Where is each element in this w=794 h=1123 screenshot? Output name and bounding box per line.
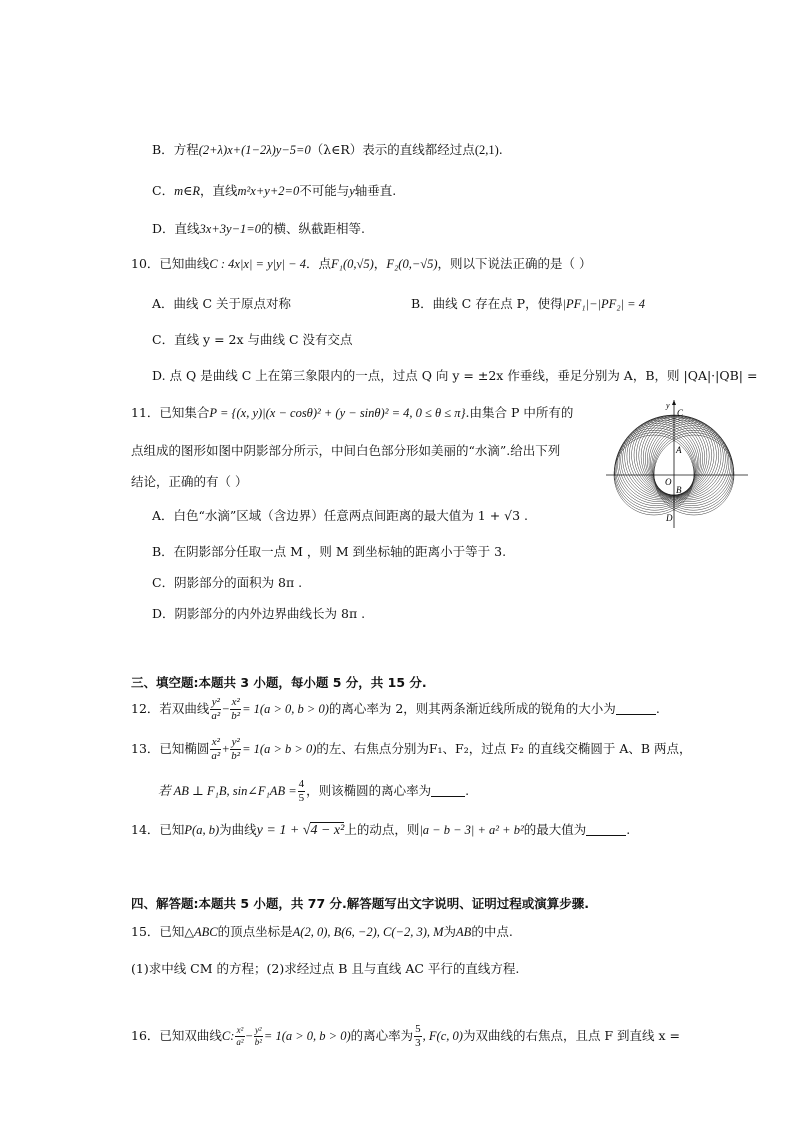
numerator: 4 <box>298 778 305 790</box>
fraction <box>235 1026 244 1047</box>
text: 表示的直线都经过点 <box>362 142 475 157</box>
text: 已知双曲线 <box>159 1028 222 1043</box>
fraction <box>414 1024 422 1049</box>
math: m∈R <box>174 184 200 198</box>
shaded-circle <box>636 415 716 495</box>
operator: + <box>222 742 230 756</box>
math: ABC <box>194 925 218 939</box>
shaded-circle <box>632 415 712 495</box>
label-o: O <box>665 477 672 487</box>
q11-option-c: C．阴影部分的面积为 8π . <box>152 575 303 590</box>
water-drop-figure <box>606 400 748 528</box>
numerator: 5 <box>415 1024 421 1035</box>
question-number: 10． <box>131 256 160 271</box>
math-equation: 3x+3y−1=0 <box>199 222 261 236</box>
text: B．曲线 C 存在点 P，使得 <box>411 296 563 311</box>
q11-option-d: D．阴影部分的内外边界曲线长为 8π . <box>152 606 366 621</box>
fraction <box>298 779 306 804</box>
text: 直线 <box>174 221 200 236</box>
numerator: x² <box>231 696 240 708</box>
option-label: C． <box>152 183 175 198</box>
text: 的离心率为 2，则其两条渐近线所成的锐角的大小为 <box>328 701 616 716</box>
y-axis-arrow-icon <box>672 400 676 405</box>
section-3-title: 三、填空题:本题共 3 小题，每小题 5 分，共 15 分. <box>131 675 427 690</box>
q10-stem <box>131 256 592 273</box>
text: . <box>498 142 503 157</box>
numerator: y² <box>231 736 240 748</box>
text: . <box>465 783 470 798</box>
text: 的最大值为 <box>523 822 587 837</box>
math: 若 AB ⊥ F₁B, sin∠F₁AB = <box>158 784 297 798</box>
math: = 1(a > 0, b > 0) <box>263 1029 351 1043</box>
text: 已知集合 <box>159 405 210 420</box>
operator: − <box>245 1029 253 1043</box>
answer-blank[interactable] <box>431 784 465 797</box>
math-equation: m²x+y+2=0 <box>237 184 300 198</box>
math: = 1(a > 0, b > 0) <box>242 702 329 716</box>
q11-option-b: B．在阴影部分任取一点 M ，则 M 到坐标轴的距离小于等于 3. <box>152 544 507 559</box>
math: AB <box>456 925 472 939</box>
math: |PF₁|−|PF₂| = 4 <box>562 297 645 311</box>
denominator: a² <box>211 710 221 722</box>
numerator: y² <box>211 696 220 708</box>
shaded-circle <box>615 430 695 510</box>
math: = 1(a > b > 0) <box>242 742 317 756</box>
section-4-title: 四、解答题:本题共 5 小题，共 77 分.解答题写出文字说明、证明过程或演算步骤. <box>131 896 589 911</box>
q13 <box>131 737 692 762</box>
fraction <box>230 737 241 762</box>
text: （λ∈R） <box>310 142 363 157</box>
math-points: A(2, 0), B(6, −2), C(−2, 3), M <box>292 925 444 939</box>
math-equation: (2+λ)x+(1−2λ)y−5=0 <box>198 143 311 157</box>
question-number: 14． <box>131 822 160 837</box>
math: y = 1 + <box>256 823 303 838</box>
q12 <box>131 697 660 722</box>
text: 为曲线 <box>219 822 257 837</box>
q14 <box>131 822 630 840</box>
denominator: a² <box>236 1037 244 1047</box>
denominator: 5 <box>298 792 305 804</box>
text: ，则该椭圆的离心率为 <box>306 783 432 798</box>
text: 为 <box>443 924 457 939</box>
text: .由集合 P 中所有的 <box>465 405 574 420</box>
text: 已知椭圆 <box>159 741 210 756</box>
q15-line2: (1)求中线 CM 的方程；(2)求经过点 B 且与直线 AC 平行的直线方程. <box>131 961 520 976</box>
option-label: D． <box>152 221 175 236</box>
text: 若双曲线 <box>159 701 210 716</box>
label-c: C <box>677 408 684 418</box>
text: 不可能与 <box>299 183 350 198</box>
denominator: b² <box>231 750 241 762</box>
text: ，则以下说法正确的是（ ） <box>437 256 592 271</box>
math-point: F₂(0,−√5) <box>386 257 438 271</box>
text: ，直线 <box>200 183 238 198</box>
fraction <box>254 1026 263 1047</box>
math: , F(c, 0) <box>422 1029 463 1043</box>
answer-blank[interactable] <box>586 823 626 836</box>
text: 的中点. <box>471 924 513 939</box>
q9-option-c <box>152 183 396 200</box>
math: y <box>349 184 355 198</box>
text: 的左、右焦点分别为F₁、F₂，过点 F₂ 的直线交椭圆于 A、B 两点， <box>316 741 692 756</box>
fraction <box>210 697 221 722</box>
question-number: 12． <box>131 701 160 716</box>
math: 4 − x² <box>310 823 345 838</box>
question-number: 15． <box>131 924 160 939</box>
q11-option-a: A．白色“水滴”区域（含边界）任意两点间距离的最大值为 1 + √3 . <box>152 508 529 523</box>
q10-option-d: D. 点 Q 是曲线 C 上在第三象限内的一点，过点 Q 向 y = ±2x 作垂线，垂足分别为 A，B，则 |QA|·|QB| = <box>152 368 758 383</box>
numerator: y² <box>254 1025 262 1035</box>
fraction <box>230 697 241 722</box>
question-number: 11． <box>131 405 160 420</box>
numerator: x² <box>211 736 220 748</box>
text: ， <box>373 256 387 271</box>
text: 的横、纵截距相等. <box>260 221 365 236</box>
denominator: 3 <box>415 1037 421 1049</box>
label-b: B <box>676 485 682 495</box>
q9-option-d <box>152 221 365 238</box>
math: C: <box>221 1029 235 1043</box>
text: 上的动点，则 <box>344 822 420 837</box>
math: |a − b − 3| + a² + b² <box>419 823 524 837</box>
text: 已知 <box>159 822 185 837</box>
text: 为双曲线的右焦点，且点 F 到直线 x = <box>462 1028 681 1043</box>
text: ．点 <box>305 256 331 271</box>
denominator: b² <box>254 1037 262 1047</box>
math-point: P(a, b) <box>184 823 220 837</box>
shaded-circle <box>653 430 733 510</box>
question-number: 16． <box>131 1028 160 1043</box>
question-number: 13． <box>131 741 160 756</box>
text: 已知△ <box>159 924 195 939</box>
text: 轴垂直. <box>354 183 397 198</box>
label-a: A <box>676 445 682 455</box>
text: 方程 <box>173 142 199 157</box>
answer-blank[interactable] <box>616 702 656 715</box>
text: 已知曲线 <box>159 256 210 271</box>
q13-line2 <box>158 779 469 804</box>
q9-option-b <box>152 142 503 159</box>
fraction <box>210 737 221 762</box>
q11-stem <box>131 405 573 422</box>
q10-option-c: C．直线 y = 2x 与曲线 C 没有交点 <box>152 332 353 347</box>
sqrt-symbol: √ <box>302 823 311 838</box>
math-point: (2,1) <box>474 143 499 157</box>
text: . <box>626 822 631 837</box>
text: . <box>655 701 660 716</box>
operator: − <box>222 702 230 716</box>
q11-stem-line3: 结论，正确的有（ ） <box>131 474 248 489</box>
math-set: P = {(x, y)|(x − cosθ)² + (y − sinθ)² = 4, 0 ≤ θ ≤ π} <box>209 406 466 420</box>
option-label: B． <box>152 142 174 157</box>
q11-stem-line2: 点组成的图形如图中阴影部分所示，中间白色部分形如美丽的“水滴”.给出下列 <box>131 443 561 458</box>
math-point: F₁(0,√5) <box>331 257 374 271</box>
text: 的离心率为 <box>350 1028 414 1043</box>
denominator: b² <box>231 710 241 722</box>
q15 <box>131 924 513 941</box>
q10-option-b <box>411 296 645 313</box>
label-y: y <box>666 401 670 410</box>
denominator: a² <box>211 750 221 762</box>
q16 <box>131 1024 791 1049</box>
label-d: D <box>666 513 673 523</box>
text: 的顶点坐标是 <box>217 924 293 939</box>
q10-option-a: A．曲线 C 关于原点对称 <box>152 296 292 311</box>
numerator: x² <box>236 1025 244 1035</box>
math-curve: C : 4x|x| = y|y| − 4 <box>209 257 306 271</box>
